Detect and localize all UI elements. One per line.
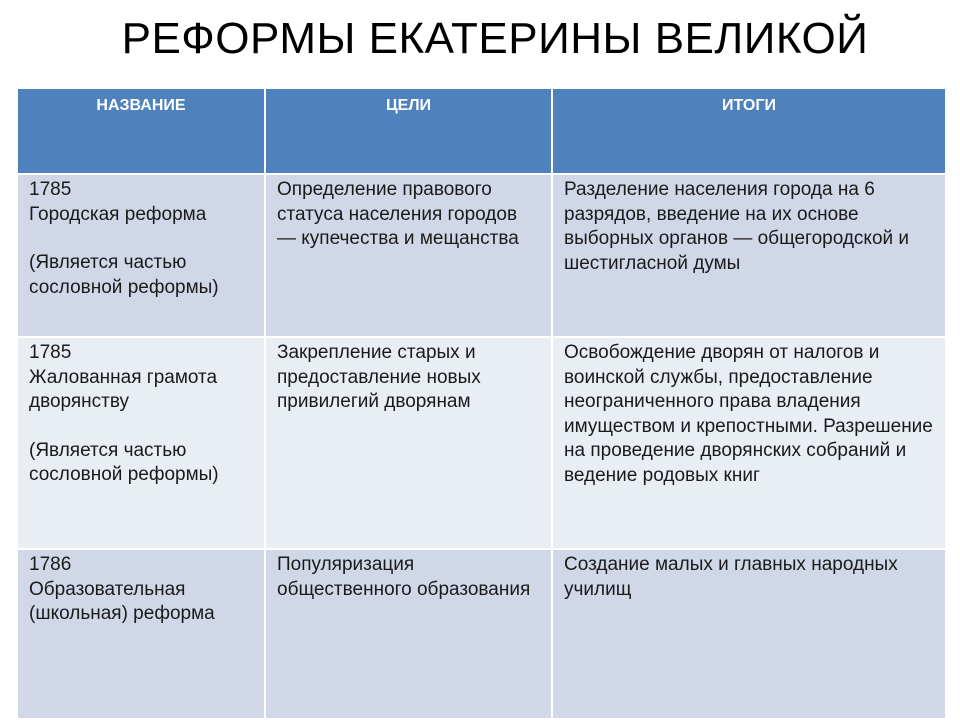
- column-header-results: ИТОГИ: [552, 88, 946, 174]
- table-header-row: [17, 88, 946, 174]
- reform-result-cell: Освобождение дворян от налогов и воинской службы, предоставление неограниченного права владения имуществом и крепостными. Разрешение на проведение дворянских собраний и ведение родовых книг: [552, 337, 946, 549]
- reform-name-cell: [17, 549, 265, 719]
- reform-note: (Является частью сословной реформы): [29, 252, 219, 298]
- reform-goal-cell: Популяризация общественного образования: [265, 549, 552, 719]
- reform-name-cell: [17, 174, 265, 337]
- table-row: [17, 337, 946, 549]
- reform-year: 1785: [29, 342, 72, 363]
- reform-name: Городская реформа: [29, 203, 207, 225]
- reform-note: (Является частью сословной реформы): [29, 439, 219, 485]
- reform-goal-cell: Закрепление старых и предоставление новых привилегий дворянам: [265, 337, 552, 549]
- reform-name: Жалованная грамота дворянству: [29, 366, 218, 412]
- reform-result-cell: Разделение населения города на 6 разрядов, введение на их основе выборных органов — общегородской и шестигласной думы: [552, 174, 946, 337]
- page-title: РЕФОРМЫ ЕКАТЕРИНЫ ВЕЛИКОЙ: [121, 14, 869, 63]
- reform-year: 1786: [29, 554, 72, 575]
- reform-result-cell: Создание малых и главных народных училищ: [552, 549, 946, 719]
- reforms-table: [16, 87, 947, 720]
- table-row: [17, 174, 946, 337]
- reform-name-cell: [17, 337, 265, 549]
- table-row: [17, 549, 946, 719]
- reform-goal-cell: Определение правового статуса населения городов — купечества и мещанства: [265, 174, 552, 337]
- reform-name: Образовательная (школьная) реформа: [29, 578, 215, 624]
- reform-year: 1785: [29, 179, 72, 200]
- column-header-goals: ЦЕЛИ: [265, 88, 552, 174]
- column-header-name: НАЗВАНИЕ: [17, 88, 265, 174]
